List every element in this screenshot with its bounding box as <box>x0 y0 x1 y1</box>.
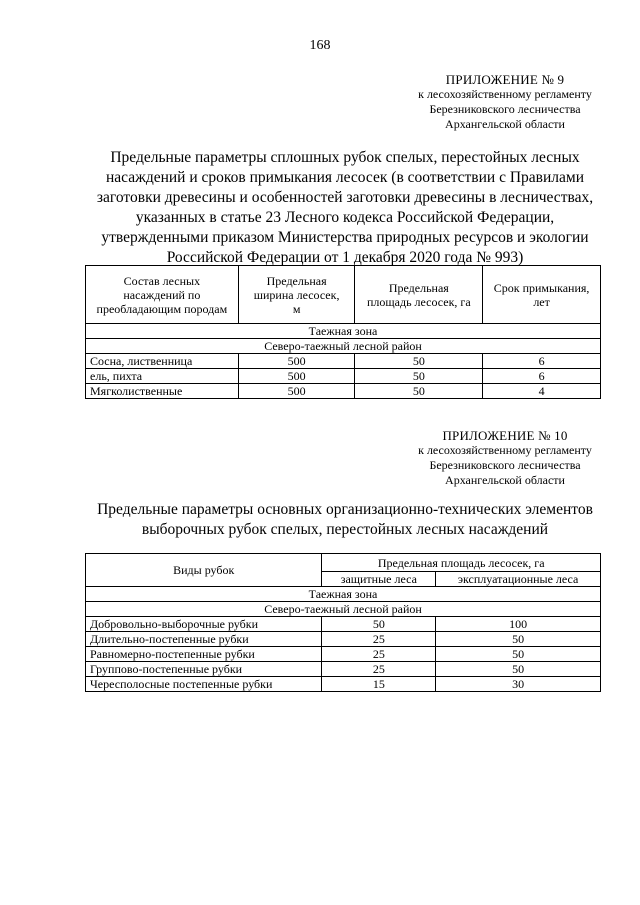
title-line: утвержденными приказом Министерства природных ресурсов и экологии <box>101 229 589 246</box>
appendix-9-line: Архангельской области <box>445 117 565 131</box>
appendix-10-header <box>380 428 630 488</box>
header-cutting-type: Виды рубок <box>86 554 322 587</box>
header-max-area: Предельная площадь лесосек, га <box>322 554 601 572</box>
header-exploitation-forests: эксплуатационные леса <box>436 572 601 587</box>
zone-label: Таежная зона <box>86 587 601 602</box>
table-row: Добровольно-выборочные рубки 50 100 <box>86 617 601 632</box>
title-line: Российской Федерации от 1 декабря 2020 года № 993) <box>166 249 524 266</box>
zone-row <box>86 324 601 339</box>
table-row: Группово-постепенные рубки 25 50 <box>86 662 601 677</box>
title-line: указанных в статье 23 Лесного кодекса Российской Федерации, <box>135 209 555 226</box>
appendix-10-line: к лесохозяйственному регламенту <box>418 443 592 457</box>
header-width: Предельная ширина лесосек, м <box>238 266 355 324</box>
appendix-10-line: Архангельской области <box>445 473 565 487</box>
appendix-9-title: ПРИЛОЖЕНИЕ № 9 <box>445 72 565 87</box>
region-label: Северо-таежный лесной район <box>86 602 601 617</box>
table-row: Мягколиственные 500 50 4 <box>86 384 601 399</box>
appendix-9-header <box>380 72 630 132</box>
appendix-9-line: к лесохозяйственному регламенту <box>418 87 592 101</box>
region-row <box>86 602 601 617</box>
title-line: заготовки древесины и особенностей заготовки древесины в лесничествах, <box>96 189 594 206</box>
header-protective-forests: защитные леса <box>322 572 436 587</box>
table-row: Длительно-постепенные рубки 25 50 <box>86 632 601 647</box>
title-line: Предельные параметры сплошных рубок спелых, перестойных лесных <box>110 149 580 166</box>
table-row: Чересполосные постепенные рубки 15 30 <box>86 677 601 692</box>
appendix-9-doc-title <box>90 148 600 268</box>
appendix-10-line: Березниковского лесничества <box>429 458 581 472</box>
appendix-9-line: Березниковского лесничества <box>429 102 581 116</box>
title-line: Предельные параметры основных организационно-технических элементов <box>97 501 593 518</box>
header-area: Предельная площадь лесосек, га <box>355 266 483 324</box>
appendix-10-title: ПРИЛОЖЕНИЕ № 10 <box>442 428 568 443</box>
page-number: 168 <box>309 38 331 53</box>
appendix-10-doc-title <box>60 500 630 540</box>
zone-label: Таежная зона <box>86 324 601 339</box>
table-header-row <box>86 554 601 572</box>
table-row: Сосна, лиственница 500 50 6 <box>86 354 601 369</box>
title-line: выборочных рубок спелых, перестойных лесных насаждений <box>141 521 549 538</box>
region-label: Северо-таежный лесной район <box>86 339 601 354</box>
title-line: насаждений и сроков примыкания лесосек (в соответствии с Правилами <box>105 169 585 186</box>
zone-row <box>86 587 601 602</box>
region-row <box>86 339 601 354</box>
table-row: ель, пихта 500 50 6 <box>86 369 601 384</box>
header-composition: Состав лесных насаждений по преобладающим породам <box>86 266 239 324</box>
selective-cutting-table <box>85 553 601 692</box>
header-adjacency: Срок примыкания, лет <box>483 266 601 324</box>
table-header-row <box>86 266 601 324</box>
cutting-parameters-table <box>85 265 601 399</box>
table-row: Равномерно-постепенные рубки 25 50 <box>86 647 601 662</box>
